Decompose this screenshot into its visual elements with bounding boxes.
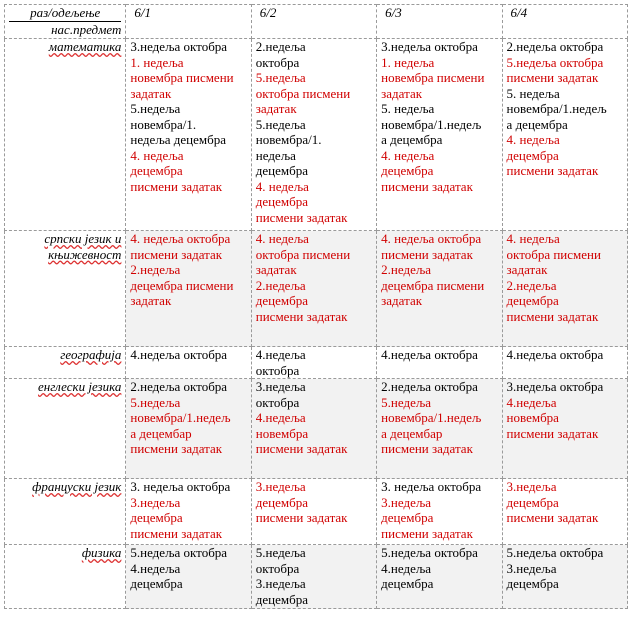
test-entry-line: децембра	[255, 494, 308, 510]
test-entry-line: новембра писмени	[130, 70, 234, 85]
subject-name: француски језик	[32, 479, 122, 494]
schedule-entry-line: 3. недеља октобра	[130, 479, 231, 494]
schedule-entry-line: 5.недеља октобра	[381, 545, 478, 560]
schedule-entry-line: новембра/1.	[130, 116, 197, 132]
schedule-entry-line: 3.недеља	[255, 576, 306, 591]
schedule-entry-line: октобра	[255, 560, 300, 576]
test-entry-line: писмени задатак	[255, 308, 348, 324]
schedule-entry-line: 3. недеља октобра	[381, 479, 482, 494]
test-entry-line: писмени задатак	[255, 441, 348, 456]
test-entry-line: задатак	[255, 101, 297, 116]
subject-row	[5, 379, 628, 479]
test-entry-line: децембра	[506, 494, 559, 510]
test-entry-line: писмени задатак	[130, 246, 223, 262]
test-entry-line: децембра	[255, 194, 308, 209]
test-entry-line: децембра писмени	[381, 277, 485, 293]
schedule-cell-6-1	[126, 479, 251, 545]
test-entry-line: задатак	[130, 293, 172, 308]
test-entry-line: писмени задатак	[506, 510, 599, 525]
schedule-entry-line: 4.недеља октобра	[130, 347, 228, 362]
test-entry-line: 2.недеља	[381, 262, 432, 277]
subject-name-cell	[5, 545, 126, 609]
test-entry-line: 3.недеља	[130, 494, 181, 510]
corner-subject-label: нас.предмет	[9, 21, 121, 38]
schedule-entry-line: 2.недеља октобра	[381, 379, 478, 394]
schedule-cell-6-3	[377, 231, 502, 347]
class-header-6-3: 6/3	[377, 5, 502, 39]
schedule-entry-line: 3.недеља октобра	[506, 379, 604, 394]
schedule-entry-line: 4.недеља октобра	[381, 347, 478, 362]
test-entry-line: писмени задатак	[130, 525, 223, 541]
subject-name: српски језик и књижевност	[44, 231, 122, 262]
schedule-entry-line: 3.недеља	[255, 379, 306, 394]
schedule-entry-line: 5.недеља	[130, 101, 181, 116]
schedule-entry-line: 4.недеља октобра	[506, 347, 604, 362]
schedule-entry-line: новембра/1.недељ	[381, 116, 482, 132]
test-entry-line: задатак	[381, 85, 423, 101]
test-entry-line: писмени задатак	[381, 246, 473, 262]
subject-name: математика	[48, 39, 122, 54]
subject-row	[5, 347, 628, 379]
subject-row	[5, 479, 628, 545]
test-entry-line: децембра	[381, 163, 434, 178]
schedule-entry-line: децембра	[130, 576, 183, 591]
subject-row	[5, 231, 628, 347]
test-entry-line: 4. недеља	[506, 231, 560, 246]
schedule-entry-line: 5.недеља октобра	[130, 545, 228, 560]
test-entry-line: новембра писмени	[381, 70, 485, 85]
subject-name-cell	[5, 347, 126, 379]
schedule-cell-6-3	[377, 479, 502, 545]
test-entry-line: писмени задатак	[381, 178, 473, 194]
test-entry-line: 5.недеља	[255, 70, 306, 85]
schedule-cell-6-1	[126, 231, 251, 347]
corner-header-cell	[5, 5, 126, 39]
test-entry-line: писмени задатак	[506, 308, 599, 324]
test-entry-line: децембра	[255, 293, 308, 308]
schedule-entry-line: 5.недеља октобра	[506, 545, 604, 560]
subject-rows	[5, 39, 628, 609]
test-entry-line: децембра	[130, 510, 183, 525]
test-entry-line: писмени задатак	[381, 525, 473, 541]
schedule-entry-line: 3.недеља октобра	[130, 39, 228, 54]
schedule-entry-line: октобра	[255, 362, 300, 378]
test-entry-line: задатак	[255, 262, 297, 277]
test-entry-line: писмени задатак	[255, 209, 348, 225]
schedule-entry-line: 5.недеља	[255, 116, 306, 132]
schedule-cell-6-3	[377, 347, 502, 379]
schedule-cell-6-1	[126, 545, 251, 609]
corner-class-label: раз/одељење	[30, 5, 101, 20]
subject-name: географија	[60, 347, 122, 362]
test-entry-line: новембра	[506, 410, 559, 425]
test-entry-line: октобра писмени	[255, 246, 351, 262]
schedule-entry-line: децембра	[506, 576, 559, 591]
schedule-entry-line: октобра	[255, 394, 300, 410]
subject-name-cell	[5, 379, 126, 479]
class-header-6-4: 6/4	[502, 5, 627, 39]
test-entry-line: децембра	[506, 147, 559, 163]
schedule-cell-6-4	[502, 379, 627, 479]
schedule-cell-6-3	[377, 379, 502, 479]
schedule-cell-6-2	[251, 379, 376, 479]
subject-name-cell	[5, 39, 126, 231]
schedule-entry-line: недеља децембра	[130, 132, 227, 147]
test-entry-line: а децембар	[130, 425, 192, 441]
test-entry-line: задатак	[506, 262, 548, 277]
schedule-cell-6-1	[126, 379, 251, 479]
schedule-entry-line: 5. недеља	[506, 85, 560, 101]
test-entry-line: новембра/1.недељ	[381, 410, 482, 425]
test-entry-line: 5.недеља октобра	[506, 54, 604, 70]
test-entry-line: 4.недеља	[506, 394, 557, 410]
schedule-entry-line: а децембра	[381, 132, 443, 147]
test-entry-line: 2.недеља	[506, 277, 557, 293]
schedule-cell-6-3	[377, 545, 502, 609]
test-entry-line: писмени задатак	[130, 178, 223, 194]
schedule-entry-line: новембра/1.	[255, 132, 322, 147]
test-schedule-table	[4, 4, 628, 609]
test-entry-line: октобра писмени	[255, 85, 351, 101]
test-entry-line: децембра	[381, 510, 434, 525]
test-entry-line: 4. недеља	[381, 147, 435, 163]
test-entry-line: 4. недеља	[506, 132, 560, 147]
test-entry-line: 4. недеља	[255, 231, 309, 246]
test-entry-line: а децембар	[381, 425, 443, 441]
schedule-entry-line: 2.недеља октобра	[130, 379, 228, 394]
test-entry-line: писмени задатак	[381, 441, 473, 456]
test-entry-line: 1. недеља	[381, 54, 435, 70]
schedule-entry-line: децембра	[381, 576, 434, 591]
schedule-entry-line: 2.недеља	[255, 39, 306, 54]
schedule-entry-line: а децембра	[506, 116, 568, 132]
schedule-entry-line: 3.недеља октобра	[381, 39, 478, 54]
test-entry-line: децембра	[506, 293, 559, 308]
test-entry-line: 3.недеља	[255, 479, 306, 494]
test-entry-line: задатак	[130, 85, 172, 101]
class-header-6-1: 6/1	[126, 5, 251, 39]
schedule-entry-line: 4.недеља	[381, 560, 432, 576]
test-entry-line: 1. недеља	[130, 54, 184, 70]
schedule-cell-6-4	[502, 479, 627, 545]
test-entry-line: децембра	[130, 163, 183, 178]
schedule-cell-6-2	[251, 545, 376, 609]
test-entry-line: новембра/1.недељ	[130, 410, 231, 425]
schedule-entry-line: недеља	[255, 147, 296, 163]
schedule-cell-6-4	[502, 545, 627, 609]
schedule-entry-line: 3.недеља	[506, 560, 557, 576]
test-entry-line: 3.недеља	[506, 479, 557, 494]
schedule-entry-line: децембра	[255, 591, 308, 607]
test-entry-line: децембра писмени	[130, 277, 234, 293]
schedule-cell-6-1	[126, 39, 251, 231]
header-row	[5, 5, 628, 39]
subject-name: физика	[81, 545, 122, 560]
test-entry-line: октобра писмени	[506, 246, 601, 262]
test-entry-line: 4. недеља	[255, 178, 309, 194]
schedule-entry-line: 5.недеља	[255, 545, 306, 560]
test-entry-line: новембра	[255, 425, 309, 441]
test-entry-line: 4. недеља октобра	[130, 231, 231, 246]
test-entry-line: задатак	[381, 293, 423, 308]
test-entry-line: 5.недеља	[130, 394, 181, 410]
schedule-cell-6-4	[502, 231, 627, 347]
schedule-cell-6-2	[251, 347, 376, 379]
schedule-entry-line: 4.недеља	[255, 347, 306, 362]
schedule-entry-line: октобра	[255, 54, 300, 70]
test-entry-line: 2.недеља	[255, 277, 306, 293]
test-entry-line: писмени задатак	[506, 163, 599, 178]
test-entry-line: писмени задатак	[130, 441, 223, 456]
schedule-entry-line: децембра	[255, 163, 308, 178]
schedule-cell-6-4	[502, 347, 627, 379]
schedule-entry-line: 2.недеља октобра	[506, 39, 604, 54]
schedule-cell-6-2	[251, 39, 376, 231]
schedule-entry-line: 5. недеља	[381, 101, 435, 116]
subject-row	[5, 39, 628, 231]
schedule-cell-6-3	[377, 39, 502, 231]
test-entry-line: писмени задатак	[506, 70, 599, 85]
test-entry-line: 5.недеља	[381, 394, 432, 410]
subject-name-cell	[5, 479, 126, 545]
class-header-6-2: 6/2	[251, 5, 376, 39]
schedule-cell-6-4	[502, 39, 627, 231]
subject-name-cell	[5, 231, 126, 347]
subject-name: енглески језика	[38, 379, 122, 394]
schedule-cell-6-1	[126, 347, 251, 379]
schedule-cell-6-2	[251, 231, 376, 347]
test-entry-line: 2.недеља	[130, 262, 181, 277]
test-entry-line: писмени задатак	[255, 510, 348, 525]
subject-row	[5, 545, 628, 609]
schedule-entry-line: 4.недеља	[130, 560, 181, 576]
test-entry-line: 4. недеља октобра	[381, 231, 482, 246]
test-entry-line: писмени задатак	[506, 425, 599, 441]
schedule-entry-line: новембра/1.недељ	[506, 101, 607, 116]
test-entry-line: 4.недеља	[255, 410, 306, 425]
schedule-cell-6-2	[251, 479, 376, 545]
test-entry-line: 3.недеља	[381, 494, 432, 510]
test-entry-line: 4. недеља	[130, 147, 184, 163]
